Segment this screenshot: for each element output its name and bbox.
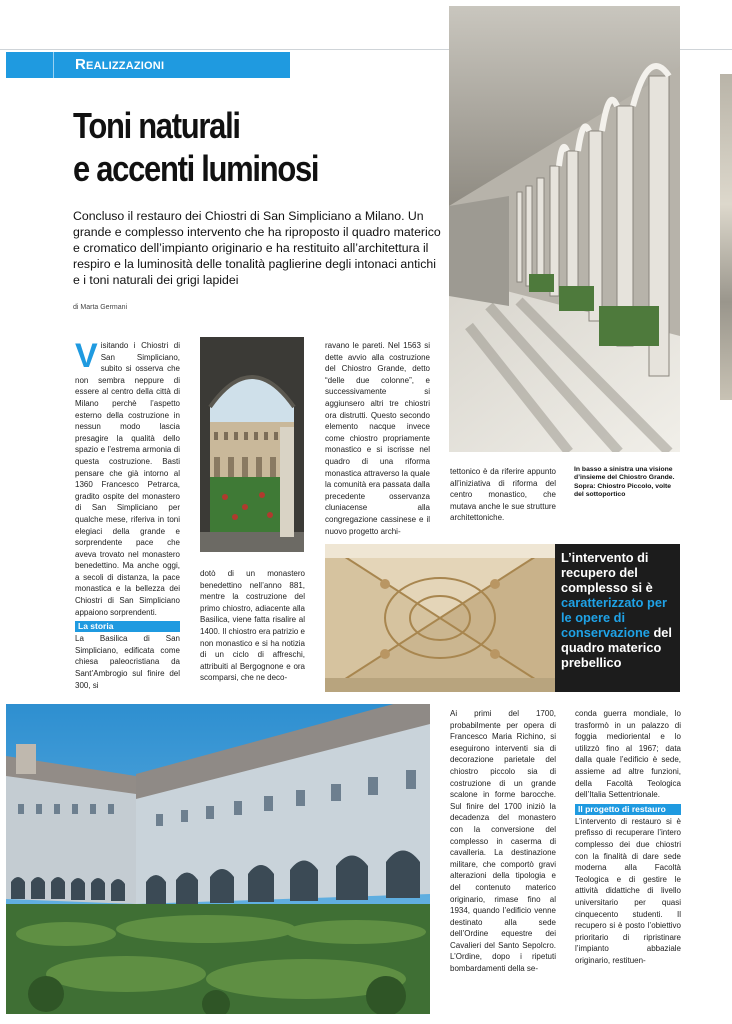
section-bar [6,52,290,78]
body-column-2 [200,568,305,684]
pull-quote-highlight: caratterizzato per le opere di conservazione [561,595,667,640]
vault-fresco-photo [325,544,555,692]
photo-caption: In basso a sinistra una visione d’insieme del Chiostro Grande. Sopra: Chiostro Piccolo, volte del sottoportico [574,466,675,499]
title-line-1: Toni naturali [73,105,240,146]
col4-paragraph: tettonico è da riferire appunto all’iniziativa di riforma del centro monastico, che mutava anche le sue strutture architettoniche. [450,467,556,523]
section-bar-divider [53,52,54,78]
body-column-5 [450,708,556,975]
subhead-storia: La storia [75,621,180,632]
col6-paragraph-1: conda guerra mondiale, lo trasformò in un palazzo di foggia medioriental e lo utilizzò fino al 1967; data dalla quale l’edificio è sede, assieme ad altre funzioni, della Facoltà Teologica dell’Italia Settentrionale. [575,709,681,800]
body-column-6 [575,708,681,966]
body-column-3 [325,340,430,537]
col6-paragraph-2: L’intervento di restauro si è prefisso di recuperare l’intero complesso dei due chiostri con la finalità di dare sede moderna alla Facoltà Teologica e di gestire le attività didattiche di livello universitario per quasi cinquecento studenti. Il recupero si è posto l’obiettivo prioritario di ripristinare l’impianto abbaziale originario, restituen- [575,816,681,965]
lead-paragraph: Concluso il restauro dei Chiostri di San Simpliciano a Milano. Un grande e complesso intervento che ha riproposto il quadro materico e cromatico dell’impianto originario e ha restituito all’architettura il respiro e la luminosità delle tonalità paglierine degli intonaci antichi e i toni naturali dei grigi lapidei [73,209,441,287]
pull-quote-part-1: L’intervento di recupero del complesso si è [561,550,653,595]
byline: di Marta Germani [73,304,128,311]
title-line-2: e accenti luminosi [73,148,319,189]
section-label: Realizzazioni [75,56,165,73]
col5-paragraph: Ai primi del 1700, probabilmente per opera di Francesco Maria Richino, si eseguirono interventi sia di decorazione parietale del chiostro piccolo sia di costruzione di un grande scalone in forme barocche. Sul finire del 1700 iniziò la decadenza del monastero con la conversione del complesso in caserma di cavalleria. La destinazione militare, che comportò gravi alterazioni della tipologia e del contenuto materico originario, rimase fino al 1934, quando l’edificio venne destinato alla sede dell’Ordine equestre dei Cavalieri del Santo Sepolcro. L’Ordine, dopo i ripetuti bombardamenti della se- [450,709,556,974]
pull-quote-part-3: del quadro materico prebellico [561,625,672,670]
col1-paragraph-1: isitando i Chiostri di San Simpliciano, subito si osserva che non sembra neppure di essere al centro della città di Milano perchè l’aspetto esterno della costruzione in nessun modo lascia presagire la qualità dello spazio e l’estrema armonia di questa costruzione. Basti pensare che già intorno al 1360 Francesco Petrarca, gradito ospite del monastero di San Simpliciano per qualche mese, riferiva in toni elegiaci della grande e sorprendente pace che aveva trovato nel monastero benedettino. Ma anche oggi, a secoli di distanza, la pace monastica e la bellezza dei Chiostri di San Simpliciano appaiono sorprendenti. [75,341,180,617]
col1-paragraph-2: La Basilica di San Simpliciano, edificata come chiesa paleocristiana da Sant’Ambrogio sul finire del 300, si [75,634,180,690]
drop-cap: V [75,337,98,375]
pull-quote [555,544,680,692]
portico-photo [449,6,680,452]
article-title [73,104,400,190]
col3-paragraph: ravano le pareti. Nel 1563 si dette avvio alla costruzione del Chiostro Grande, detto “delle due colonne”, e successivamente si aggiunsero altri tre chiostri ora distrutti. Questo secondo elemento nacque invece come chiostro propriamente monastico e si iscrisse nel quadro di una riforma monastica attraverso la quale la comunità era passata dalla precedente osservanza cluniacense alla congregazione cassinese e il nuovo progetto archi- [325,341,430,536]
adjacent-page-edge [720,74,732,400]
chiostro-grande-photo [6,704,430,1014]
col2-paragraph: dotò di un monastero benedettino nell’anno 881, mentre la costruzione del primo chiostro, adiacente alla Basilica, viene fatta risalire al 1400. Il chiostro era patrizio e non monastico e si ha notizia di un ciclo di affreschi, attribuiti al Bergognone e ora scomparsi, che ne deco- [200,569,305,683]
body-column-4 [450,466,556,524]
body-column-1 [75,337,180,691]
arcade-photo [200,337,304,552]
subhead-progetto: Il progetto di restauro [575,804,681,815]
